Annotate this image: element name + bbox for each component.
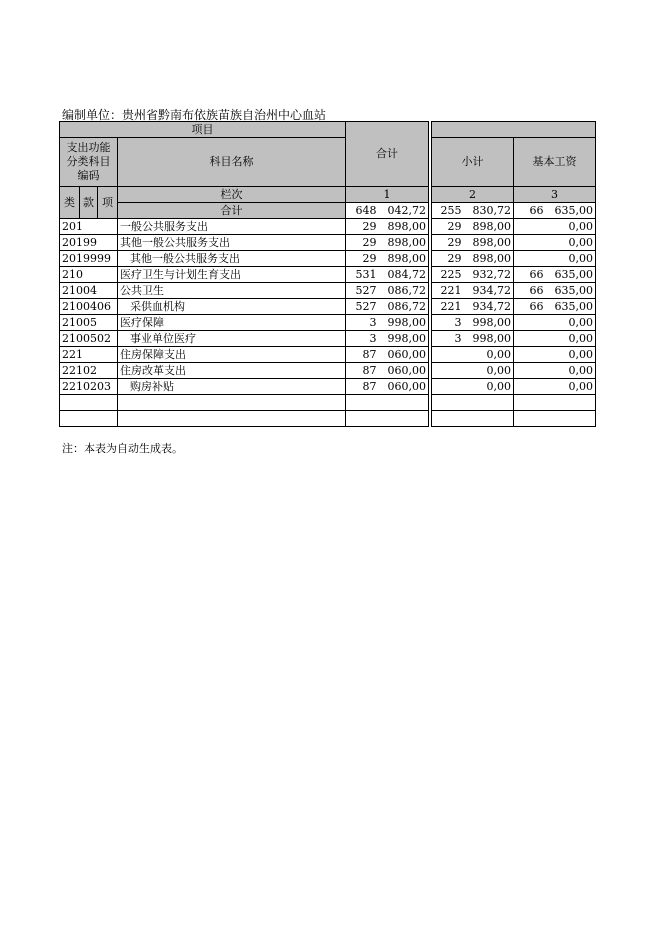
row-subtotal: 0,00 bbox=[432, 347, 514, 363]
row-basic: 66 635,00 bbox=[514, 267, 596, 283]
table-row bbox=[60, 315, 596, 331]
header-col2: 2 bbox=[432, 187, 514, 203]
row-total: 29 898,00 bbox=[346, 251, 429, 267]
row-subtotal: 225 932,72 bbox=[432, 267, 514, 283]
row-code: 20199 bbox=[60, 235, 118, 251]
row-basic: 0,00 bbox=[514, 363, 596, 379]
row-name: 公共卫生 bbox=[118, 283, 346, 299]
row-subtotal: 29 898,00 bbox=[432, 251, 514, 267]
row-total: 527 086,72 bbox=[346, 299, 429, 315]
sum-basic: 66 635,00 bbox=[514, 203, 596, 219]
table-row bbox=[60, 235, 596, 251]
header-subtotal: 小计 bbox=[432, 138, 514, 187]
row-total: 29 898,00 bbox=[346, 219, 429, 235]
row-code: 221 bbox=[60, 347, 118, 363]
compiling-unit-label: 编制单位：贵州省黔南布依族苗族自治州中心血站 bbox=[62, 108, 327, 122]
header-subject-name: 科目名称 bbox=[118, 138, 346, 187]
row-total: 87 060,00 bbox=[346, 347, 429, 363]
row-name: 住房保障支出 bbox=[118, 347, 346, 363]
row-basic: 0,00 bbox=[514, 219, 596, 235]
row-name: 一般公共服务支出 bbox=[118, 219, 346, 235]
header-basic-salary: 基本工资 bbox=[514, 138, 596, 187]
row-name: 其他一般公共服务支出 bbox=[118, 235, 346, 251]
row-total: 87 060,00 bbox=[346, 363, 429, 379]
row-subtotal: 29 898,00 bbox=[432, 235, 514, 251]
table-row bbox=[60, 331, 596, 347]
row-subtotal: 3 998,00 bbox=[432, 315, 514, 331]
expenditure-table bbox=[59, 121, 596, 427]
row-code: 2100406 bbox=[60, 299, 118, 315]
row-subtotal: 221 934,72 bbox=[432, 283, 514, 299]
row-code: 22102 bbox=[60, 363, 118, 379]
row-total: 3 998,00 bbox=[346, 331, 429, 347]
row-basic: 0,00 bbox=[514, 315, 596, 331]
table-row bbox=[60, 283, 596, 299]
row-name: 医疗卫生与计划生育支出 bbox=[118, 267, 346, 283]
row-total: 531 084,72 bbox=[346, 267, 429, 283]
table-row bbox=[60, 363, 596, 379]
table-row bbox=[60, 299, 596, 315]
row-basic: 0,00 bbox=[514, 251, 596, 267]
row-code: 2100502 bbox=[60, 331, 118, 347]
row-name: 住房改革支出 bbox=[118, 363, 346, 379]
row-code: 201 bbox=[60, 219, 118, 235]
row-total: 87 060,00 bbox=[346, 379, 429, 395]
header-col1: 1 bbox=[346, 187, 429, 203]
sum-total: 648 042,72 bbox=[346, 203, 429, 219]
row-subtotal: 221 934,72 bbox=[432, 299, 514, 315]
row-code: 2019999 bbox=[60, 251, 118, 267]
sum-label: 合计 bbox=[118, 203, 346, 219]
table-row bbox=[60, 219, 596, 235]
row-basic: 66 635,00 bbox=[514, 283, 596, 299]
row-name: 事业单位医疗 bbox=[118, 331, 346, 347]
row-total: 29 898,00 bbox=[346, 235, 429, 251]
row-total: 527 086,72 bbox=[346, 283, 429, 299]
row-total: 3 998,00 bbox=[346, 315, 429, 331]
header-total: 合计 bbox=[346, 122, 429, 187]
row-name: 其他一般公共服务支出 bbox=[118, 251, 346, 267]
row-name: 采供血机构 bbox=[118, 299, 346, 315]
row-code: 21005 bbox=[60, 315, 118, 331]
header-code-group: 支出功能分类科目编码 bbox=[60, 138, 118, 187]
header-lei: 类 bbox=[60, 187, 80, 219]
blank-row bbox=[60, 411, 596, 427]
sum-subtotal: 255 830,72 bbox=[432, 203, 514, 219]
blank-row bbox=[60, 395, 596, 411]
column-label: 栏次 bbox=[118, 187, 346, 203]
row-subtotal: 3 998,00 bbox=[432, 331, 514, 347]
row-basic: 0,00 bbox=[514, 235, 596, 251]
footnote: 注：本表为自动生成表。 bbox=[62, 442, 183, 455]
row-code: 210 bbox=[60, 267, 118, 283]
row-basic: 0,00 bbox=[514, 331, 596, 347]
row-subtotal: 0,00 bbox=[432, 363, 514, 379]
header-xiang: 项 bbox=[98, 187, 118, 219]
row-basic: 0,00 bbox=[514, 379, 596, 395]
table-row bbox=[60, 347, 596, 363]
row-code: 21004 bbox=[60, 283, 118, 299]
header-col3: 3 bbox=[514, 187, 596, 203]
table-row bbox=[60, 379, 596, 395]
table-row bbox=[60, 267, 596, 283]
row-code: 2210203 bbox=[60, 379, 118, 395]
row-basic: 66 635,00 bbox=[514, 299, 596, 315]
header-kuan: 款 bbox=[80, 187, 98, 219]
row-subtotal: 0,00 bbox=[432, 379, 514, 395]
row-subtotal: 29 898,00 bbox=[432, 219, 514, 235]
table-row bbox=[60, 251, 596, 267]
header-project: 项目 bbox=[60, 122, 346, 138]
row-name: 医疗保障 bbox=[118, 315, 346, 331]
row-name: 购房补贴 bbox=[118, 379, 346, 395]
row-basic: 0,00 bbox=[514, 347, 596, 363]
